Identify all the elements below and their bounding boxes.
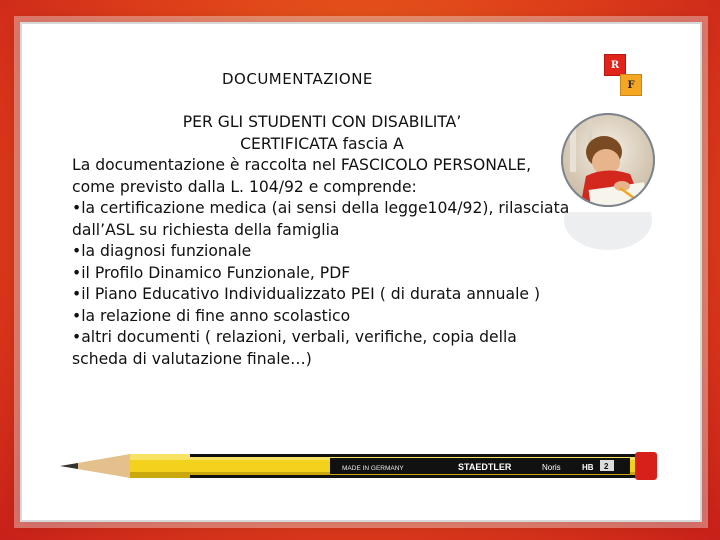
heading <box>72 112 572 155</box>
heading-line-2: CERTIFICATA fascia A <box>240 134 404 153</box>
logo-f-icon: F <box>620 74 642 96</box>
pencil-made-in: MADE IN GERMANY <box>342 465 404 472</box>
bullet-item: •il Piano Educativo Individualizzato PEI ( di durata annuale ) <box>72 285 541 303</box>
child-writing-photo <box>560 112 656 208</box>
pencil-model: Noris <box>542 463 561 472</box>
bullet-item: •il Profilo Dinamico Funzionale, PDF <box>72 263 351 282</box>
pencil-number: 2 <box>604 462 609 471</box>
pencil-brand: STAEDTLER <box>458 462 512 472</box>
bullet-item: •la certificazione medica (ai sensi della legge104/92), rilasciata dall’ASL su richiesta della famiglia <box>72 199 570 239</box>
heading-line-1: PER GLI STUDENTI CON DISABILITA’ <box>182 113 462 131</box>
slide-title: DOCUMENTAZIONE <box>222 70 373 88</box>
intro-paragraph: La documentazione è raccolta nel FASCICOLO PERSONALE, come previsto dalla L. 104/92 e comprende: <box>72 156 532 196</box>
bullet-item: •altri documenti ( relazioni, verbali, verifiche, copia della scheda di valutazione finale…) <box>72 328 517 368</box>
pencil-image <box>60 448 664 484</box>
bullet-item: •la diagnosi funzionale <box>72 242 252 260</box>
bullet-item: •la relazione di fine anno scolastico <box>72 306 351 325</box>
logo-r-icon: R <box>604 54 626 76</box>
pencil-grade: HB <box>582 463 594 472</box>
photo-reflection <box>560 212 656 272</box>
slide-body <box>72 112 572 370</box>
